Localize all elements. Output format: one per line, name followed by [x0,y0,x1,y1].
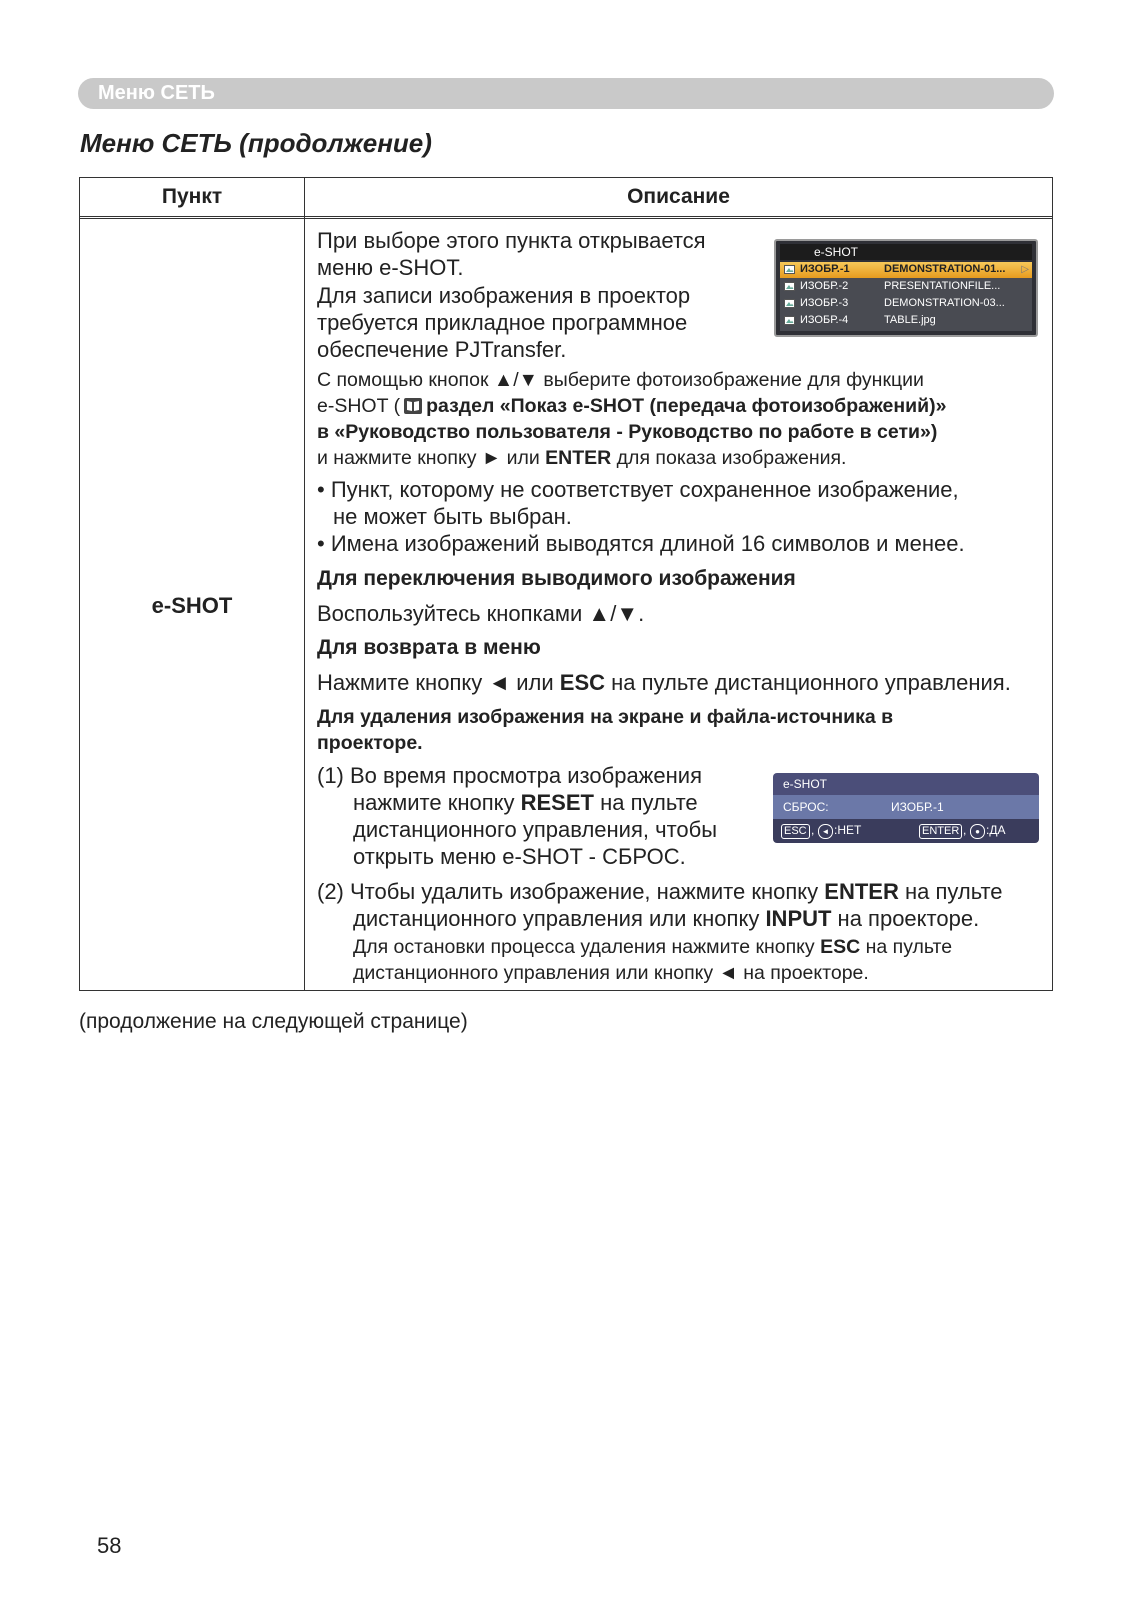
reset-label: СБРОС: [783,800,829,814]
image-file-icon [784,281,795,292]
eshot-menu-row [780,296,1032,312]
step-line [317,879,1003,905]
eshot-menu-row [780,279,1032,295]
desc-text: на пульте дистанционного управления. [605,670,1011,695]
eshot-row-name: ИЗОБР.-1 [800,263,850,275]
desc-line: в «Руководство пользователя - Руководство по работе в сети») [317,421,938,443]
desc-line [317,393,946,419]
comma-separator: , [811,823,815,837]
desc-line [317,445,846,471]
desc-text: (2) Чтобы удалить изображение, нажмите кнопку [317,879,825,904]
continued-note: (продолжение на следующей странице) [79,1010,468,1033]
eshot-menu-row [780,262,1032,278]
step-line: дистанционного управления или кнопку ◄ на проекторе. [353,962,869,984]
table-header-row [80,178,1052,217]
column-divider [304,178,305,990]
eshot-menu-row [780,313,1032,329]
image-file-icon [784,315,795,326]
bullet-line: • Пункт, которому не соответствует сохраненное изображение, [317,477,959,502]
eshot-row-file: DEMONSTRATION-01... [884,263,1006,275]
item-name-eshot: e-SHOT [151,593,233,618]
eshot-row-file: PRESENTATIONFILE... [884,280,1001,292]
desc-text: Для остановки процесса удаления нажмите кнопку [353,936,821,958]
desc-line: С помощью кнопок ▲/▼ выберите фотоизображение для функции [317,369,924,391]
reset-no-label: :НЕТ [834,823,862,837]
desc-text: на пульте [860,936,953,958]
desc-text: для показа изображения. [611,447,847,469]
enter-key-label: ENTER [545,447,612,469]
desc-text: на проекторе. [831,906,980,931]
eshot-row-file: DEMONSTRATION-03... [884,297,1005,309]
desc-line: Воспользуйтесь кнопками ▲/▼. [317,601,645,626]
desc-text: дистанционного управления или кнопку [353,906,766,931]
eshot-row-name: ИЗОБР.-4 [800,314,849,326]
column-header-description: Описание [627,185,730,208]
eshot-row-file: TABLE.jpg [884,314,936,326]
arrow-right-icon: ▷ [1021,264,1029,275]
reset-key-label: RESET [520,790,594,815]
enter-key-icon: ENTER [919,824,962,839]
step-line [353,790,698,816]
step-line: открыть меню e-SHOT - СБРОС. [353,844,686,869]
bullet-line: • Имена изображений выводятся длиной 16 символов и менее. [317,531,965,556]
page-title: Меню СЕТЬ (продолжение) [80,128,432,158]
bullet-line: не может быть выбран. [333,504,572,529]
page-number: 58 [97,1533,122,1558]
column-header-item: Пункт [161,185,223,208]
reset-dialog-header [773,773,1039,795]
eshot-row-name: ИЗОБР.-3 [800,297,849,309]
desc-text: Нажмите кнопку ◄ или [317,670,560,695]
enter-key-label: ENTER [824,879,899,904]
image-file-icon [784,264,795,275]
desc-line: Для записи изображения в проектор [317,283,691,308]
desc-text: на пульте [593,790,698,815]
reset-yes-label: :ДА [986,823,1006,837]
desc-text-bold: раздел «Показ e-SHOT (передача фотоизображений)» [426,395,947,417]
book-icon [403,396,423,414]
step-line: (1) Во время просмотра изображения [317,763,702,788]
step-line: дистанционного управления, чтобы [353,817,718,842]
desc-line [317,670,1011,696]
eshot-menu-header [780,244,1032,260]
eshot-menu-title: e-SHOT [814,245,859,259]
subheading-switch-image: Для переключения выводимого изображения [317,567,796,590]
desc-line: меню e-SHOT. [317,255,464,280]
desc-text: и нажмите кнопку ► или [317,447,546,469]
esc-key-icon: ESC [781,824,810,839]
subheading-delete-image: Для удаления изображения на экране и файла-источника в [317,706,894,728]
reset-dialog-body [773,795,1039,819]
subheading-return-menu: Для возврата в меню [317,636,541,659]
eshot-menu-list [780,262,1032,331]
step-line [353,906,979,932]
step-line [353,934,952,960]
eshot-row-name: ИЗОБР.-2 [800,280,849,292]
esc-key-label: ESC [820,936,861,958]
section-header-label: Меню СЕТЬ [98,82,215,104]
comma-separator: , [963,823,967,837]
reset-value: ИЗОБР.-1 [891,800,944,814]
desc-text: e-SHOT ( [317,395,401,417]
reset-dialog-title: e-SHOT [783,777,828,791]
desc-line: обеспечение PJTransfer. [317,337,567,362]
eshot-menu-screenshot [774,239,1038,337]
esc-key-label: ESC [559,670,606,695]
reset-dialog-footer [773,819,1039,843]
desc-line: При выборе этого пункта открывается [317,228,706,253]
enter-button-icon: ● [970,824,985,839]
desc-text: на пульте [898,879,1003,904]
left-arrow-key-icon: ◄ [818,824,833,839]
desc-line: требуется прикладное программное [317,310,688,335]
image-file-icon [784,298,795,309]
subheading-delete-image-cont: проекторе. [317,732,423,754]
input-key-label: INPUT [765,906,832,931]
desc-text: нажмите кнопку [353,790,521,815]
eshot-reset-screenshot [773,773,1039,843]
section-header-bar [78,78,1054,109]
